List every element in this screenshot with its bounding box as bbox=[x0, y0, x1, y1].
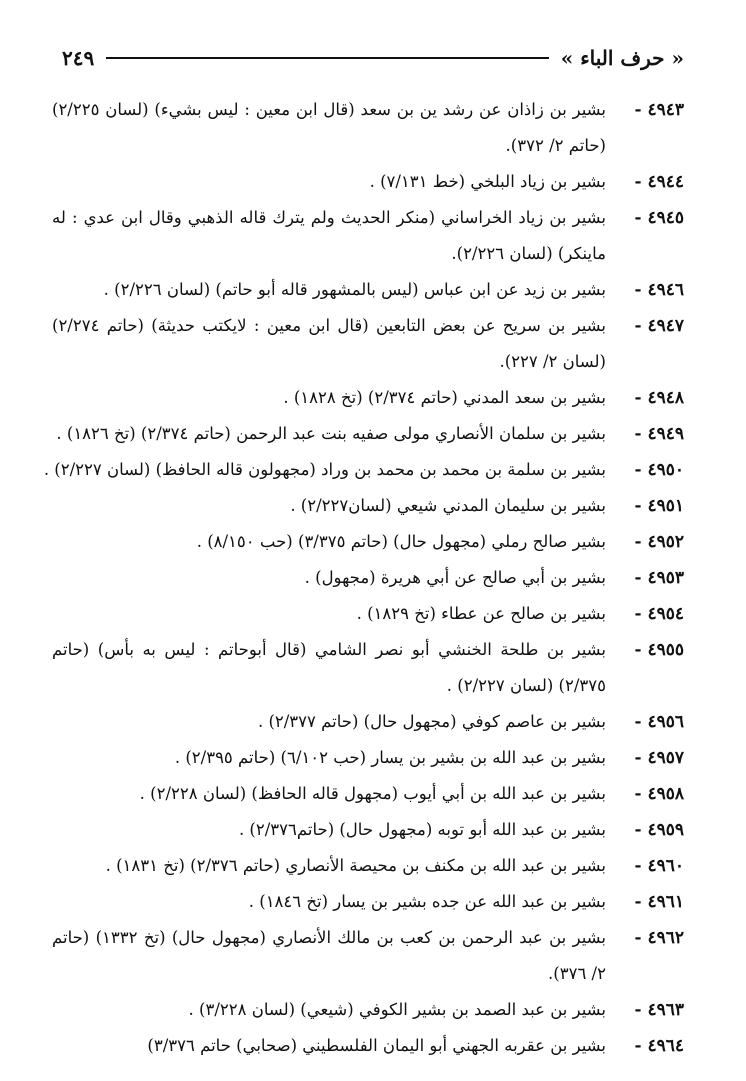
entry-4958 bbox=[52, 776, 684, 812]
entry-4949 bbox=[52, 416, 684, 452]
entry-4946 bbox=[52, 272, 684, 308]
entry-text: بشير بن سعد المدني (حاتم ٢/٣٧٤) (تخ ١٨٢٨) . bbox=[283, 388, 606, 407]
entry-text: بشير بن عقربه الجهني أبو اليمان الفلسطيني (صحابي) حاتم ٣/٣٧٦) bbox=[147, 1036, 606, 1055]
entry-4947 bbox=[52, 308, 684, 380]
entry-number: ٤٩٥٧ - bbox=[634, 748, 684, 768]
entry-4953 bbox=[52, 560, 684, 596]
entry-text: بشير بن سريح عن بعض التابعين (قال ابن معين : لايكتب حديثة) (حاتم ٢/٢٧٤) (لسان ٢/ ٢٢٧). bbox=[52, 316, 606, 371]
entry-number: ٤٩٤٩ - bbox=[634, 424, 684, 444]
entry-text: بشير بن عبد الرحمن بن كعب بن مالك الأنصاري (مجهول حال) (تخ ١٣٣٢) (حاتم ٢/ ٣٧٦). bbox=[52, 928, 606, 983]
entry-number: ٤٩٥٦ - bbox=[634, 712, 684, 732]
entry-text: بشير بن أبي صالح عن أبي هريرة (مجهول) . bbox=[304, 568, 606, 587]
entry-text: بشير بن عبد الله عن جده بشير بن يسار (تخ ١٨٤٦) . bbox=[248, 892, 606, 911]
entry-4956 bbox=[52, 704, 684, 740]
entry-number: ٤٩٤٣ - bbox=[634, 100, 684, 120]
entry-text: بشير بن سلمة بن محمد بن محمد بن وراد (مجهولون قاله الحافظ) (لسان ٢/٢٢٧) . bbox=[43, 460, 606, 479]
entry-number: ٤٩٤٥ - bbox=[634, 208, 684, 228]
entry-text: بشير بن زيد عن ابن عباس (ليس بالمشهور قاله أبو حاتم) (لسان ٢/٢٢٦) . bbox=[103, 280, 606, 299]
entry-text: بشير بن صالح عن عطاء (تخ ١٨٢٩) . bbox=[356, 604, 606, 623]
entry-number: ٤٩٦١ - bbox=[634, 892, 684, 912]
entry-text: بشير بن طلحة الخنشي أبو نصر الشامي (قال أبوحاتم : ليس به بأس) (حاتم ٢/٣٧٥) (لسان ٢/٢٢٧) . bbox=[52, 640, 606, 695]
entry-number: ٤٩٥٥ - bbox=[634, 640, 684, 660]
entry-text: بشير بن عبد الله أبو توبه (مجهول حال) (حاتم٢/٣٧٦) . bbox=[238, 820, 606, 839]
entry-text: بشير صالح رملي (مجهول حال) (حاتم ٣/٣٧٥) (حب ٨/١٥٠) . bbox=[196, 532, 606, 551]
entry-text: بشير بن زياد الخراساني (منكر الحديث ولم يترك قاله الذهبي وقال ابن عدي : له ماينكر) (لسان ٢/٢٢٦). bbox=[52, 208, 606, 263]
entry-text: بشير بن عبد الصمد بن بشير الكوفي (شيعي) (لسان ٣/٢٢٨) . bbox=[188, 1000, 606, 1019]
entry-text: بشير بن سلمان الأنصاري مولى صفيه بنت عبد الرحمن (حاتم ٢/٣٧٤) (تخ ١٨٢٦) . bbox=[56, 424, 606, 443]
header-rule bbox=[106, 57, 549, 59]
entry-text: بشير بن عبد الله بن بشير بن يسار (حب ٦/١٠٢) (حاتم ٢/٣٩٥) . bbox=[174, 748, 606, 767]
entry-4960 bbox=[52, 848, 684, 884]
running-header bbox=[62, 36, 684, 80]
entry-4944 bbox=[52, 164, 684, 200]
entry-number: ٤٩٥٨ - bbox=[634, 784, 684, 804]
entry-4957 bbox=[52, 740, 684, 776]
entry-4943 bbox=[52, 92, 684, 164]
entry-4963 bbox=[52, 992, 684, 1028]
entry-text: بشير بن زياد البلخي (خط ٧/١٣١) . bbox=[369, 172, 606, 191]
entry-number: ٤٩٦٢ - bbox=[634, 928, 684, 948]
entry-4951 bbox=[52, 488, 684, 524]
entry-4962 bbox=[52, 920, 684, 992]
entry-number: ٤٩٤٧ - bbox=[634, 316, 684, 336]
entry-text: بشير بن عبد الله بن أبي أيوب (مجهول قاله الحافظ) (لسان ٢/٢٢٨) . bbox=[139, 784, 606, 803]
entry-number: ٤٩٦٤ - bbox=[634, 1036, 684, 1056]
entry-number: ٤٩٥١ - bbox=[634, 496, 684, 516]
entry-text: بشير بن عبد الله بن مكنف بن محيصة الأنصاري (حاتم ٢/٣٧٦) (تخ ١٨٣١) . bbox=[105, 856, 606, 875]
entry-4961 bbox=[52, 884, 684, 920]
entry-text: بشير بن زاذان عن رشد ين بن سعد (قال ابن معين : ليس بشيء) (لسان ٢/٢٢٥) (حاتم ٢/ ٣٧٢). bbox=[52, 100, 606, 155]
entry-4948 bbox=[52, 380, 684, 416]
entry-4954 bbox=[52, 596, 684, 632]
entry-4959 bbox=[52, 812, 684, 848]
entry-number: ٤٩٤٦ - bbox=[634, 280, 684, 300]
entry-number: ٤٩٥٤ - bbox=[634, 604, 684, 624]
entry-text: بشير بن عاصم كوفي (مجهول حال) (حاتم ٢/٣٧٧) . bbox=[257, 712, 606, 731]
entry-number: ٤٩٥٩ - bbox=[634, 820, 684, 840]
entry-4945 bbox=[52, 200, 684, 272]
entry-number: ٤٩٤٤ - bbox=[634, 172, 684, 192]
chapter-title: « حرف الباء » bbox=[560, 46, 684, 70]
entry-number: ٤٩٥٢ - bbox=[634, 532, 684, 552]
entry-list bbox=[43, 92, 684, 1064]
entry-number: ٤٩٥٠ - bbox=[634, 460, 684, 480]
entry-number: ٤٩٦٠ - bbox=[634, 856, 684, 876]
entry-4950 bbox=[43, 452, 684, 488]
entry-4955 bbox=[52, 632, 684, 704]
entry-text: بشير بن سليمان المدني شيعي (لسان٢/٢٢٧) . bbox=[290, 496, 606, 515]
entry-number: ٤٩٦٣ - bbox=[634, 1000, 684, 1020]
entry-number: ٤٩٤٨ - bbox=[634, 388, 684, 408]
entry-4964 bbox=[52, 1028, 684, 1064]
entry-number: ٤٩٥٣ - bbox=[634, 568, 684, 588]
entry-4952 bbox=[52, 524, 684, 560]
page-number: ٢٤٩ bbox=[62, 46, 95, 70]
